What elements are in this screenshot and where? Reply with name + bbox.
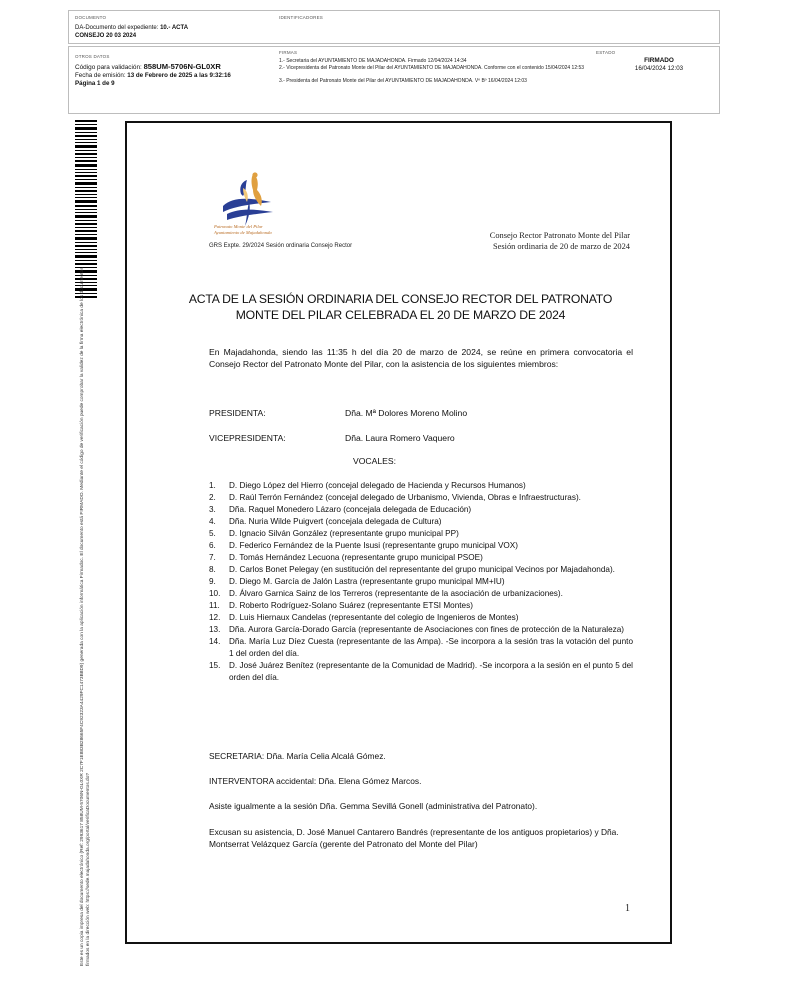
presidenta-label: PRESIDENTA:	[209, 408, 266, 418]
vicepresidenta-value: Dña. Laura Romero Vaquero	[345, 433, 455, 443]
vicepresidenta-label: VICEPRESIDENTA:	[209, 433, 286, 443]
list-item: 10. D. Álvaro Garnica Sainz de los Terreros (representante de la asociación de urbanizaciones).	[209, 589, 563, 598]
list-item: 3. Dña. Raquel Monedero Lázaro (concejala delegada de Educación)	[209, 505, 472, 514]
documento-line1: DA-Documento del expediente: 10.- ACTA	[75, 25, 189, 31]
estado-value: FIRMADO	[644, 57, 674, 64]
list-item: 1. D. Diego López del Hierro (concejal delegado de Hacienda y Recursos Humanos)	[209, 481, 526, 490]
page-number: 1	[625, 903, 630, 914]
list-item: 13. Dña. Aurora García-Dorado García (representante de Asociaciones con fines de protección de la Naturaleza)	[209, 625, 625, 634]
interventora-line: INTERVENTORA accidental: Dña. Elena Gómez Marcos.	[209, 776, 422, 786]
pagina-indicator: Página 1 de 9	[75, 80, 115, 87]
codigo-validacion: Código para validación: 858UM-5706N-GL0XR	[75, 62, 221, 71]
expediente-reference: GRS Expte. 29/2024 Sesión ordinaria Consejo Rector	[209, 243, 353, 249]
list-item: 7. D. Tomás Hernández Lecuona (representante grupo municipal PSOE)	[209, 553, 483, 562]
vocales-list	[209, 480, 633, 684]
list-item: 14. Dña. María Luz Díez Cuesta (representante de las Ampa). -Se incorpora a la sesión tras la votación del punto 1 del orden del día.	[209, 637, 633, 658]
intro-paragraph: En Majadahonda, siendo las 11:35 h del día 20 de marzo de 2024, se reúne en primera convocatoria el Consejo Rector del Patronato Monte del Pilar, con la asistencia de los siguientes miembros:	[209, 347, 633, 369]
firma-1: 1.- Secretaria del AYUNTAMIENTO DE MAJADAHONDA. Firmado 12/04/2024 14:34	[279, 58, 467, 64]
list-item: 4. Dña. Nuria Wilde Puigvert (concejala delegada de Cultura)	[209, 517, 442, 526]
estado-label: ESTADO	[596, 50, 616, 55]
documento-label: DOCUMENTO	[75, 15, 107, 20]
fecha-emision: Fecha de emisión: 13 de Febrero de 2025 a las 9:32:16	[75, 72, 231, 79]
secretaria-line: SECRETARIA: Dña. María Celia Alcalá Gómez.	[209, 751, 386, 761]
logo-caption: Patronato Monte del Pilar Ayuntamiento de Majadahonda	[214, 224, 272, 235]
vocales-label: VOCALES:	[353, 456, 396, 466]
list-item: 2. D. Raúl Terrón Fernández (concejal delegado de Urbanismo, Vivienda, Obras e Infraestructuras).	[209, 493, 581, 502]
document-title: ACTA DE LA SESIÓN ORDINARIA DEL CONSEJO RECTOR DEL PATRONATO MONTE DEL PILAR CELEBRADA EL 20 DE MARZO DE 2024	[188, 292, 613, 322]
list-item: 15. D. José Juárez Benítez (representante de la Comunidad de Madrid). -Se incorpora a la sesión en el punto 5 del orden del día.	[209, 661, 633, 682]
list-item: 6. D. Federico Fernández de la Puente Isusi (representante grupo municipal VOX)	[209, 541, 518, 550]
firma-2: 2.- Vicepresidenta del Patronato Monte del Pilar del AYUNTAMIENTO DE MAJADAHONDA. Conforme con el contenido 15/04/2024 12:53	[279, 65, 585, 71]
asiste-line: Asiste igualmente a la sesión Dña. Gemma Sevillá Gonell (administrativa del Patronato).	[209, 801, 538, 811]
presidenta-value: Dña. Mª Dolores Moreno Molino	[345, 408, 468, 418]
otros-datos-label: OTROS DATOS	[75, 54, 110, 59]
documento-line2: CONSEJO 20 03 2024	[75, 33, 137, 39]
firmas-label: FIRMAS	[279, 50, 298, 55]
presidenta-row	[209, 408, 468, 418]
header-documento-box	[68, 10, 720, 44]
list-item: 11. D. Roberto Rodríguez-Solano Suárez (representante ETSI Montes)	[209, 601, 473, 610]
header-firmas-box	[68, 46, 720, 114]
identificadores-label: IDENTIFICADORES	[279, 15, 324, 20]
document-page	[125, 121, 672, 944]
vicepresidenta-row	[209, 433, 455, 443]
firma-3: 3.- Presidenta del Patronato Monte del Pilar del AYUNTAMIENTO DE MAJADAHONDA. Vº Bº 16/04/2024 12:03	[279, 78, 527, 84]
list-item: 5. D. Ignacio Silván González (representante grupo municipal PP)	[209, 529, 459, 538]
list-item: 8. D. Carlos Bonet Pelegay (en sustitución del representante del grupo municipal Vecinos por Majadahonda).	[209, 565, 615, 574]
excusan-paragraph: Excusan su asistencia, D. José Manuel Cantarero Bandrés (representante de los antiguos propietarios) y Dña. Montserrat Velázquez García (gerente del Patronato del Monte del Pilar)	[209, 827, 619, 849]
running-header: Consejo Rector Patronato Monte del Pilar Sesión ordinaria de 20 de marzo de 2024	[489, 231, 630, 251]
estado-fecha: 16/04/2024 12:03	[634, 65, 684, 72]
side-verification-text: Este es un copia impresa del documento electrónico (Ref: 2993617 858UM-5706N-GL0XR 2C7F1E883B28665F4C92323A4429FC1473B8D9) generada con la aplicación informática Firmadoc. El documento está FIRMADO. Mediante el código de verificación puede comprobar la validez de la firma electrónica de los documentos firmados en la dirección web: https://sede.majadahonda.org/portal/verificaDocumentos.do?	[80, 267, 92, 966]
list-item: 12. D. Luis Hiernaux Candelas (representante del colegio de Ingenieros de Montes)	[209, 613, 519, 622]
list-item: 9. D. Diego M. García de Jalón Lastra (representante grupo municipal MM+IU)	[209, 577, 505, 586]
